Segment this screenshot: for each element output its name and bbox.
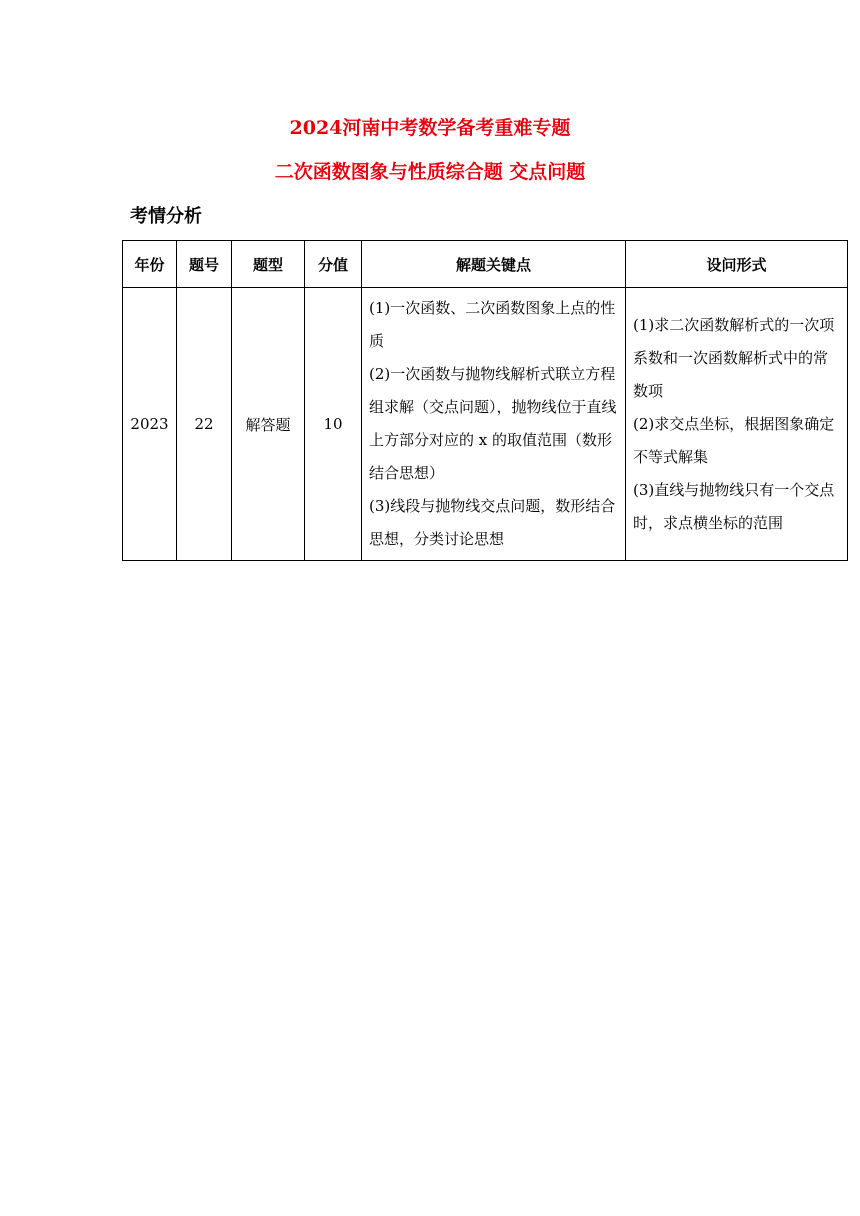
header-key-points: 解题关键点 xyxy=(362,241,626,288)
header-question-type: 题型 xyxy=(232,241,305,288)
document-title: 2024河南中考数学备考重难专题 xyxy=(289,117,571,139)
cell-question-type: 解答题 xyxy=(232,288,305,561)
cell-score: 10 xyxy=(305,288,362,561)
cell-question-form xyxy=(626,288,848,561)
header-question-form: 设问形式 xyxy=(626,241,848,288)
key-point-1: (1)一次函数、二次函数图象上点的性质 xyxy=(369,299,616,350)
question-form-2: (2)求交点坐标，根据图象确定不等式解集 xyxy=(633,414,835,466)
cell-year: 2023 xyxy=(123,288,177,561)
analysis-table xyxy=(122,240,848,561)
table-header-row xyxy=(123,241,848,288)
header-question-no: 题号 xyxy=(177,241,232,288)
header-year: 年份 xyxy=(123,241,177,288)
cell-key-points xyxy=(362,288,626,561)
key-point-2: (2)一次函数与抛物线解析式联立方程组求解（交点问题），抛物线位于直线上方部分对应的 x 的取值范围（数形结合思想） xyxy=(369,365,617,482)
cell-question-no: 22 xyxy=(177,288,232,561)
question-form-1: (1)求二次函数解析式的一次项系数和一次函数解析式中的常数项 xyxy=(633,315,835,400)
key-point-3: (3)线段与抛物线交点问题，数形结合思想，分类讨论思想 xyxy=(369,497,616,548)
section-heading: 考情分析 xyxy=(130,206,202,227)
question-form-3: (3)直线与抛物线只有一个交点时，求点横坐标的范围 xyxy=(633,480,835,532)
document-subtitle: 二次函数图象与性质综合题 交点问题 xyxy=(274,161,586,183)
table-row xyxy=(123,288,848,561)
header-score: 分值 xyxy=(305,241,362,288)
